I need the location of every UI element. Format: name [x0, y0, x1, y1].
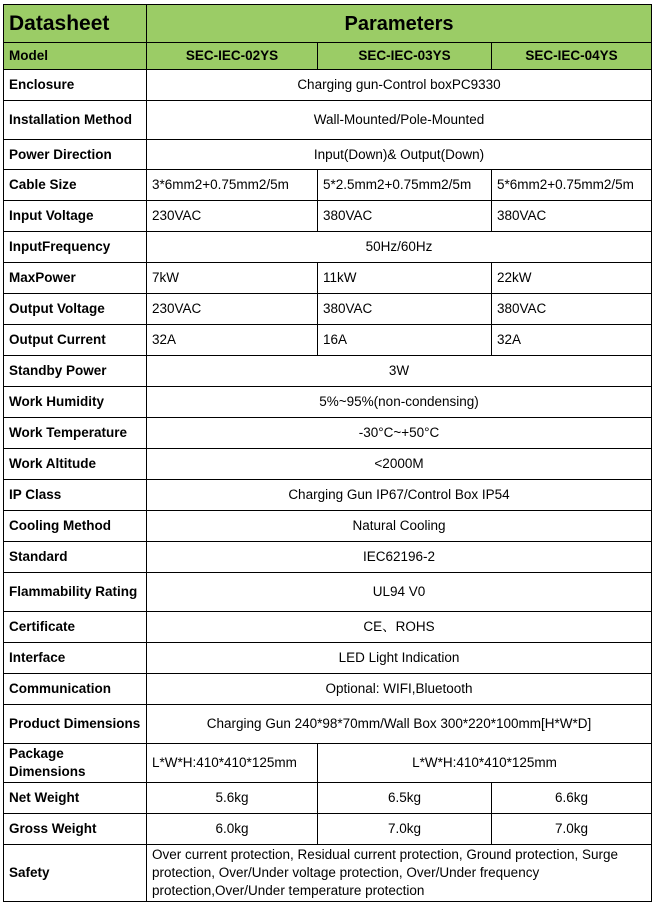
- label-package-dimensions: Package Dimensions: [4, 744, 147, 783]
- row-power-direction: [4, 140, 652, 170]
- label-gross-weight: Gross Weight: [4, 814, 147, 845]
- value-gross-weight-1: 6.0kg: [147, 814, 318, 845]
- value-output-voltage-3: 380VAC: [492, 294, 652, 325]
- value-interface: LED Light Indication: [147, 643, 652, 674]
- row-communication: [4, 674, 652, 705]
- label-work-humidity: Work Humidity: [4, 387, 147, 418]
- value-certificate: CE、ROHS: [147, 612, 652, 643]
- row-interface: [4, 643, 652, 674]
- label-communication: Communication: [4, 674, 147, 705]
- label-cable-size: Cable Size: [4, 170, 147, 201]
- label-safety: Safety: [4, 845, 147, 902]
- label-interface: Interface: [4, 643, 147, 674]
- row-flammability: [4, 573, 652, 612]
- value-max-power-2: 11kW: [318, 263, 492, 294]
- value-input-voltage-1: 230VAC: [147, 201, 318, 232]
- value-output-voltage-1: 230VAC: [147, 294, 318, 325]
- value-output-current-1: 32A: [147, 325, 318, 356]
- value-enclosure: Charging gun-Control boxPC9330: [147, 70, 652, 101]
- value-output-current-3: 32A: [492, 325, 652, 356]
- model-03ys: SEC-IEC-03YS: [318, 43, 492, 70]
- label-power-direction: Power Direction: [4, 140, 147, 170]
- value-cooling: Natural Cooling: [147, 511, 652, 542]
- label-enclosure: Enclosure: [4, 70, 147, 101]
- label-flammability: Flammability Rating: [4, 573, 147, 612]
- value-max-power-1: 7kW: [147, 263, 318, 294]
- label-input-frequency: InputFrequency: [4, 232, 147, 263]
- value-ip-class: Charging Gun IP67/Control Box IP54: [147, 480, 652, 511]
- value-package-dimensions-1: L*W*H:410*410*125mm: [147, 744, 318, 783]
- value-output-voltage-2: 380VAC: [318, 294, 492, 325]
- row-max-power: [4, 263, 652, 294]
- value-work-altitude: <2000M: [147, 449, 652, 480]
- model-label: Model: [4, 43, 147, 70]
- row-ip-class: [4, 480, 652, 511]
- model-04ys: SEC-IEC-04YS: [492, 43, 652, 70]
- value-safety: Over current protection, Residual current protection, Ground protection, Surge protection, Over/Under voltage protection, Over/Under frequency protection,Over/Under temperature protection: [147, 845, 652, 902]
- header-row: [4, 5, 652, 43]
- label-product-dimensions: Product Dimensions: [4, 705, 147, 744]
- model-row: [4, 43, 652, 70]
- row-net-weight: [4, 783, 652, 814]
- model-02ys: SEC-IEC-02YS: [147, 43, 318, 70]
- value-cable-size-3: 5*6mm2+0.75mm2/5m: [492, 170, 652, 201]
- label-standard: Standard: [4, 542, 147, 573]
- value-net-weight-2: 6.5kg: [318, 783, 492, 814]
- row-work-temperature: [4, 418, 652, 449]
- value-work-humidity: 5%~95%(non-condensing): [147, 387, 652, 418]
- value-power-direction: Input(Down)& Output(Down): [147, 140, 652, 170]
- value-gross-weight-2: 7.0kg: [318, 814, 492, 845]
- value-product-dimensions: Charging Gun 240*98*70mm/Wall Box 300*220*100mm[H*W*D]: [147, 705, 652, 744]
- value-standby-power: 3W: [147, 356, 652, 387]
- value-input-voltage-3: 380VAC: [492, 201, 652, 232]
- label-work-temperature: Work Temperature: [4, 418, 147, 449]
- value-installation: Wall-Mounted/Pole-Mounted: [147, 101, 652, 140]
- row-enclosure: [4, 70, 652, 101]
- datasheet-table: [3, 4, 652, 902]
- row-product-dimensions: [4, 705, 652, 744]
- label-net-weight: Net Weight: [4, 783, 147, 814]
- value-input-frequency: 50Hz/60Hz: [147, 232, 652, 263]
- row-certificate: [4, 612, 652, 643]
- label-max-power: MaxPower: [4, 263, 147, 294]
- value-cable-size-2: 5*2.5mm2+0.75mm2/5m: [318, 170, 492, 201]
- row-work-altitude: [4, 449, 652, 480]
- row-package-dimensions: [4, 744, 652, 783]
- row-gross-weight: [4, 814, 652, 845]
- value-work-temperature: -30°C~+50°C: [147, 418, 652, 449]
- row-input-voltage: [4, 201, 652, 232]
- value-cable-size-1: 3*6mm2+0.75mm2/5m: [147, 170, 318, 201]
- parameters-title: Parameters: [147, 5, 652, 43]
- row-input-frequency: [4, 232, 652, 263]
- row-output-voltage: [4, 294, 652, 325]
- row-cable-size: [4, 170, 652, 201]
- value-max-power-3: 22kW: [492, 263, 652, 294]
- value-net-weight-1: 5.6kg: [147, 783, 318, 814]
- label-standby-power: Standby Power: [4, 356, 147, 387]
- value-gross-weight-3: 7.0kg: [492, 814, 652, 845]
- value-flammability: UL94 V0: [147, 573, 652, 612]
- value-net-weight-3: 6.6kg: [492, 783, 652, 814]
- label-ip-class: IP Class: [4, 480, 147, 511]
- row-work-humidity: [4, 387, 652, 418]
- value-package-dimensions-2: L*W*H:410*410*125mm: [318, 744, 652, 783]
- label-cooling: Cooling Method: [4, 511, 147, 542]
- row-standby-power: [4, 356, 652, 387]
- value-communication: Optional: WIFI,Bluetooth: [147, 674, 652, 705]
- row-installation: [4, 101, 652, 140]
- label-installation: Installation Method: [4, 101, 147, 140]
- label-work-altitude: Work Altitude: [4, 449, 147, 480]
- row-standard: [4, 542, 652, 573]
- label-output-current: Output Current: [4, 325, 147, 356]
- value-standard: IEC62196-2: [147, 542, 652, 573]
- datasheet-title: Datasheet: [4, 5, 147, 43]
- value-input-voltage-2: 380VAC: [318, 201, 492, 232]
- row-safety: [4, 845, 652, 902]
- value-output-current-2: 16A: [318, 325, 492, 356]
- row-output-current: [4, 325, 652, 356]
- label-input-voltage: Input Voltage: [4, 201, 147, 232]
- label-output-voltage: Output Voltage: [4, 294, 147, 325]
- row-cooling: [4, 511, 652, 542]
- label-certificate: Certificate: [4, 612, 147, 643]
